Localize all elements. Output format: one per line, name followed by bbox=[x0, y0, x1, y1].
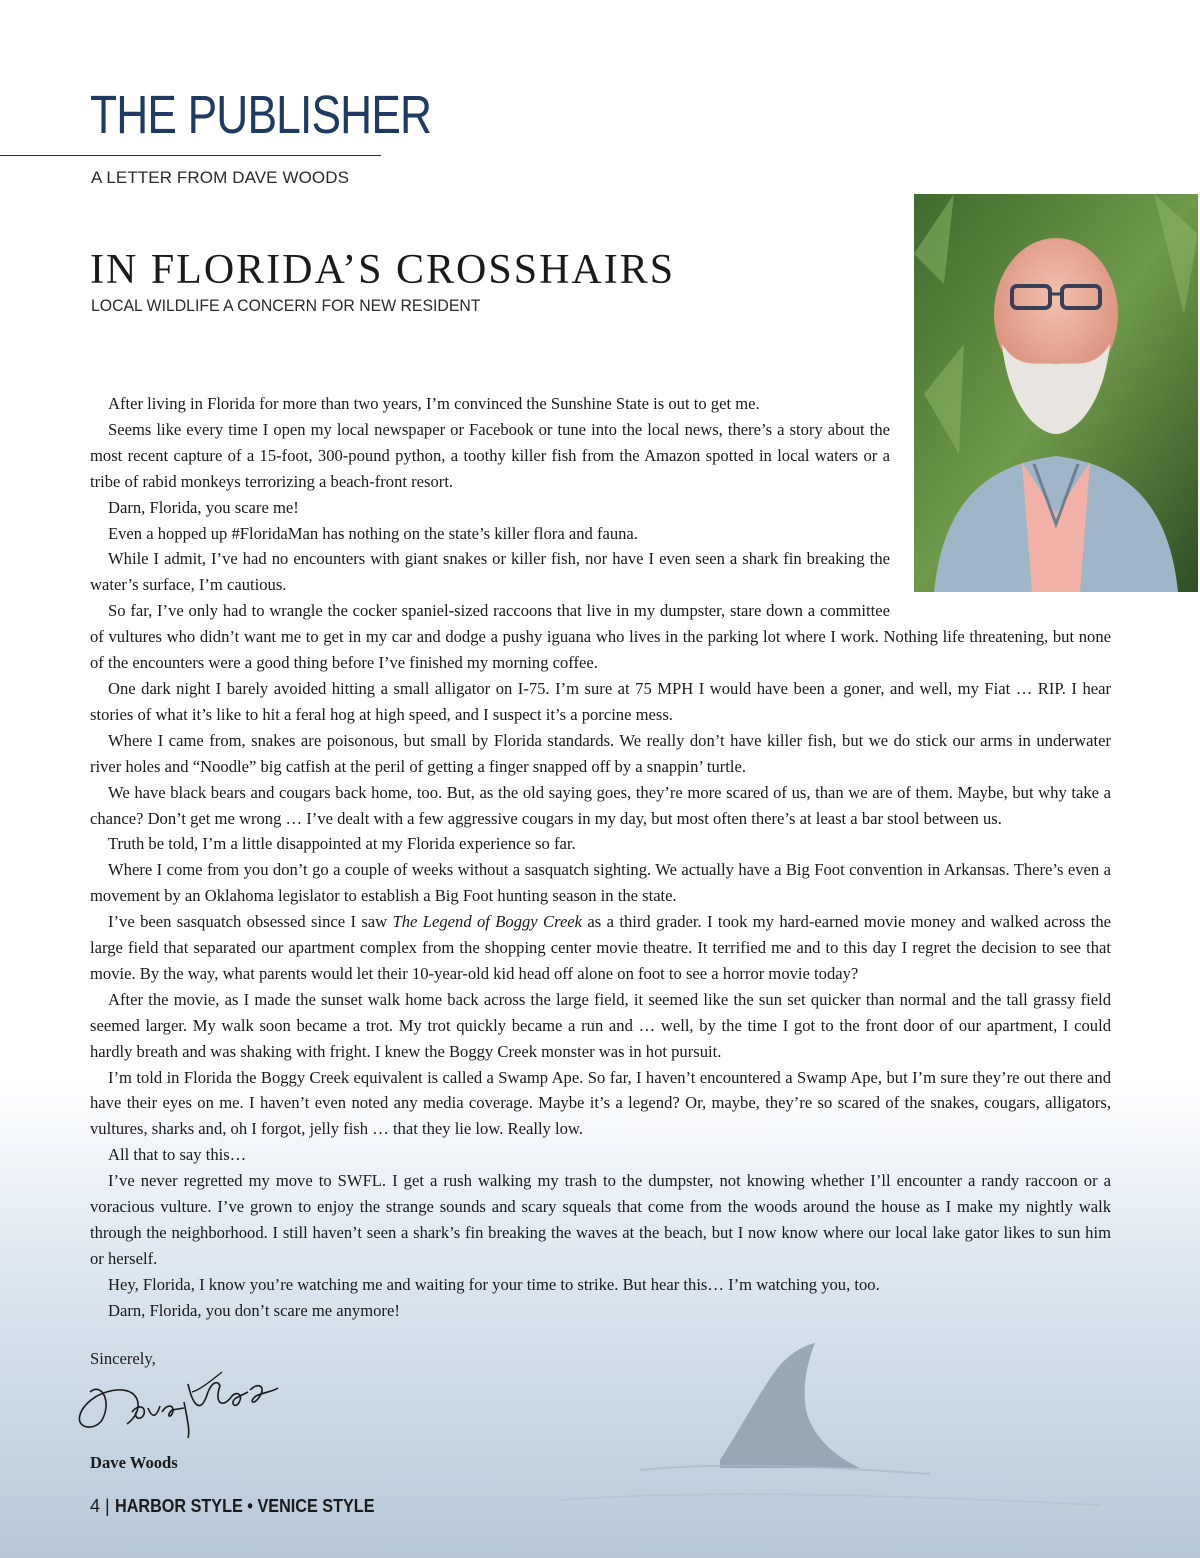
publication-name: HARBOR STYLE • VENICE STYLE bbox=[114, 1496, 375, 1516]
closing-salutation: Sincerely, bbox=[90, 1349, 156, 1368]
article-paragraph: I’m told in Florida the Boggy Creek equivalent is called a Swamp Ape. So far, I haven’t encountered a Swamp Ape, but I’m sure they’re out there and have their eyes on me. I haven’t even noted any media coverage. Maybe it’s a legend? Or, maybe, they’re so scared of the snakes, cougars, alligators, vultures, sharks and, oh I forgot, jelly fish … that they lie low. Really low. bbox=[90, 1067, 1111, 1139]
article-paragraph: Even a hopped up #FloridaMan has nothing on the state’s killer flora and fauna. bbox=[108, 523, 638, 543]
article-paragraph: Seems like every time I open my local newspaper or Facebook or tune into the local news, there’s a story about the most recent capture of a 15-foot, 300-pound python, a toothy killer fish from the Amazon spotted in local waters or a tribe of rabid monkeys terrorizing a beach-front resort. bbox=[90, 419, 890, 491]
page-number: 4 bbox=[90, 1496, 101, 1516]
author-name: Dave Woods bbox=[90, 1453, 178, 1472]
article-paragraph: Where I come from you don’t go a couple of weeks without a sasquatch sighting. We actually have a Big Foot convention in Arkansas. There’s even a movement by an Oklahoma legislator to establish a Big Foot hunting season in the state. bbox=[90, 860, 1111, 906]
footer-separator: | bbox=[105, 1496, 110, 1516]
article-body bbox=[90, 391, 1111, 1324]
article-paragraph: After living in Florida for more than two years, I’m convinced the Sunshine State is out to get me. bbox=[108, 394, 760, 413]
article-paragraph: One dark night I barely avoided hitting a small alligator on I-75. I’m sure at 75 MPH I would have been a goner, and well, my Fiat … RIP. I hear stories of what it’s like to hit a feral hog at high speed, and I suspect it’s a porcine mess. bbox=[90, 678, 1111, 724]
article-paragraph: I’ve never regretted my move to SWFL. I get a rush walking my trash to the dumpster, not knowing whether I’ll encounter a randy raccoon or a voracious vulture. I’ve grown to enjoy the strange sounds and scary squeals that come from the woods around the house as I make my nightly walk through the neighborhood. I still haven’t seen a shark’s fin breaking the waves at the beach, but I now know where our local lake gator likes to sun him or herself. bbox=[90, 1171, 1111, 1268]
article-headline: IN FLORIDA’S CROSSHAIRS bbox=[90, 247, 676, 293]
article-paragraph-boggy-creek bbox=[90, 909, 1111, 987]
article-paragraph: We have black bears and cougars back home, too. But, as the old saying goes, they’re more scared of us, than we are of them. Maybe, but why take a chance? Don’t get me wrong … I’ve dealt with a few aggressive cougars in my day, but most often there’s at least a bar stool between us. bbox=[90, 782, 1111, 828]
article-paragraph: Truth be told, I’m a little disappointed at my Florida experience so far. bbox=[108, 834, 576, 854]
article-paragraph: Darn, Florida, you scare me! bbox=[108, 497, 299, 517]
article-paragraph: So far, I’ve only had to wrangle the cocker spaniel-sized raccoons that live in my dumpster, stare down a committee of vultures who didn’t want me to get in my car and dodge a pushy iguana who lives in the parking lot where I work. Nothing life threatening, but none of the encounters were a good thing before I’ve finished my morning coffee. bbox=[90, 601, 1111, 673]
boggy-text-after: as a third grader. I took my hard-earned movie money and walked across the large field that separated our apartment complex from the shopping center movie theatre. It terrified me and to this day I regret the decision to see that movie. By the way, what parents would let their 10-year-old kid head off alone on foot to see a horror movie today? bbox=[90, 912, 1112, 983]
article-paragraph: After the movie, as I made the sunset walk home back across the large field, it seemed like the sun set quicker than normal and the tall grassy field seemed larger. My walk soon became a trot. My trot quickly became a run and … well, by the time I got to the front door of our apartment, I could hardly breath and was shaking with fright. I knew the Boggy Creek monster was in hot pursuit. bbox=[90, 989, 1111, 1061]
section-kicker: A LETTER FROM DAVE WOODS bbox=[91, 168, 350, 187]
masthead-divider bbox=[0, 155, 381, 156]
photo-wrap-spacer bbox=[890, 391, 1111, 599]
page-footer bbox=[90, 1496, 403, 1517]
article-deck: LOCAL WILDLIFE A CONCERN FOR NEW RESIDENT bbox=[91, 296, 481, 315]
article-paragraph: While I admit, I’ve had no encounters with giant snakes or killer fish, nor have I even seen a shark fin breaking the water’s surface, I’m cautious. bbox=[90, 549, 890, 595]
article-paragraph: Darn, Florida, you don’t scare me anymore! bbox=[108, 1300, 400, 1320]
movie-title: The Legend of Boggy Creek bbox=[392, 912, 583, 932]
handwritten-signature bbox=[72, 1362, 282, 1442]
section-title: THE PUBLISHER bbox=[90, 85, 432, 145]
article-paragraph: Hey, Florida, I know you’re watching me and waiting for your time to strike. But hear this… I’m watching you, too. bbox=[108, 1274, 880, 1294]
article-paragraph: All that to say this… bbox=[108, 1145, 247, 1165]
article-paragraph: Where I came from, snakes are poisonous, but small by Florida standards. We really don’t have killer fish, but we do stick our arms in underwater river holes and “Noodle” big catfish at the peril of getting a finger snapped off by a snappin’ turtle. bbox=[90, 730, 1111, 776]
boggy-text-before: I’ve been sasquatch obsessed since I saw bbox=[108, 912, 393, 932]
